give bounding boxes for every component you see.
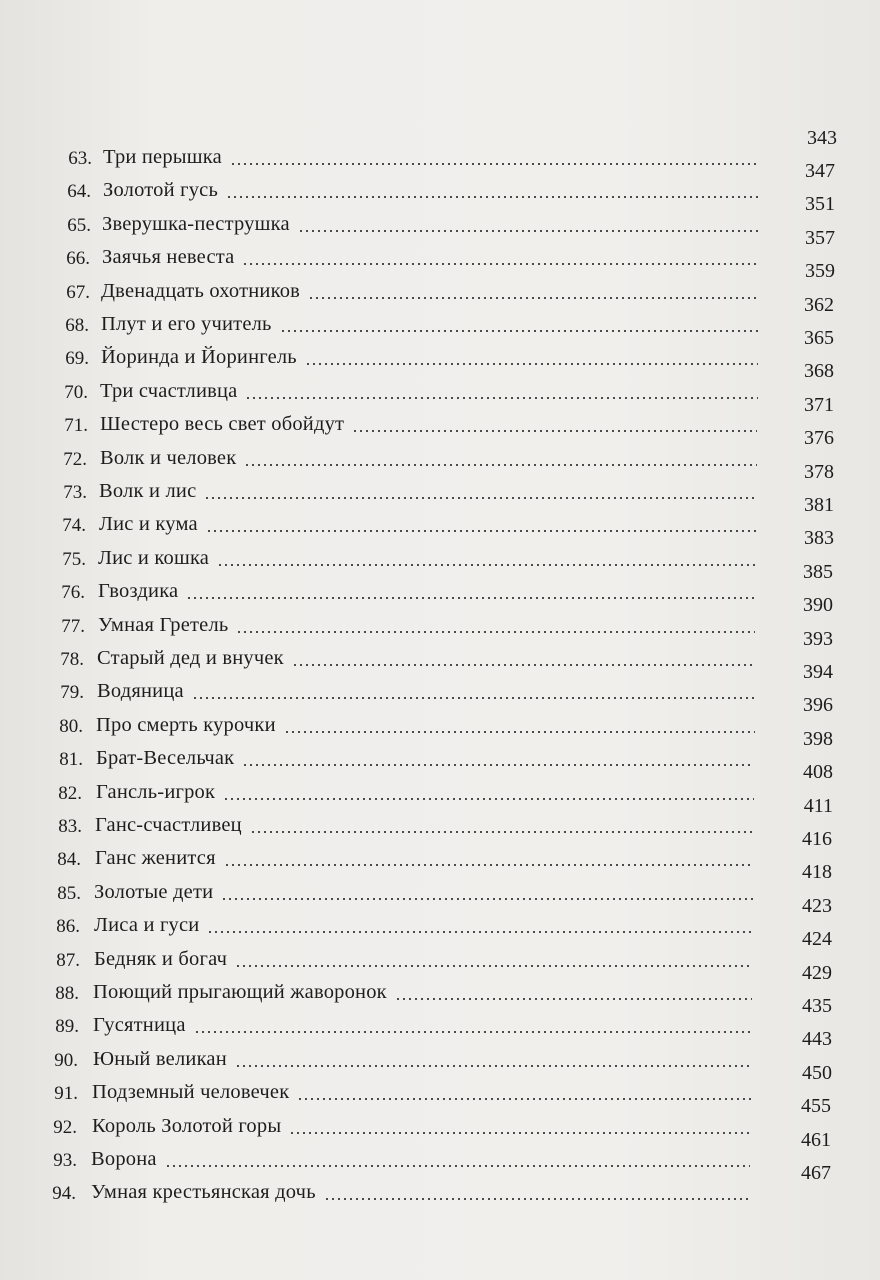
dot-leader [292, 664, 755, 666]
entry-number: 80. [59, 716, 83, 737]
toc-entry [0, 715, 880, 749]
entry-page-number: 368 [804, 360, 834, 382]
entry-number: 77. [61, 616, 85, 637]
entry-title: Три счастливца [100, 380, 238, 402]
entry-number: 71. [64, 415, 88, 436]
toc-entry [0, 748, 880, 782]
entry-page-number: 461 [801, 1129, 831, 1151]
entry-title: Король Золотой горы [92, 1115, 282, 1137]
entry-page-number: 362 [804, 294, 834, 316]
toc-entry [0, 381, 880, 415]
entry-title: Подземный человечек [92, 1081, 290, 1103]
entry-number: 82. [58, 783, 82, 804]
entry-number: 84. [57, 849, 81, 870]
dot-leader [352, 430, 757, 432]
toc-entry [0, 414, 880, 448]
entry-number: 74. [62, 515, 86, 536]
entry-title: Золотые дети [94, 881, 214, 903]
entry-page-number: 443 [802, 1028, 832, 1050]
entry-number: 91. [54, 1083, 78, 1104]
entry-title: Ворона [91, 1148, 157, 1170]
entry-page-number: 423 [802, 895, 832, 917]
entry-page-number: 435 [802, 995, 832, 1017]
entry-title: Старый дед и внучек [97, 647, 284, 669]
dot-leader [242, 764, 754, 766]
entry-title: Лис и кума [99, 513, 198, 535]
entry-page-number: 396 [803, 694, 833, 716]
toc-entry [0, 481, 880, 515]
entry-page-number: 416 [802, 828, 832, 850]
dot-leader [207, 931, 753, 933]
entry-number: 72. [63, 449, 87, 470]
entry-number: 93. [53, 1150, 77, 1171]
dot-leader [204, 497, 757, 499]
entry-page-number: 378 [804, 461, 834, 483]
entry-number: 79. [60, 682, 84, 703]
entry-title: Гвоздика [98, 580, 179, 602]
entry-page-number: 381 [804, 494, 834, 516]
dot-leader [297, 1098, 751, 1100]
entry-number: 89. [55, 1016, 79, 1037]
entry-title: Ганс-счастливец [95, 814, 242, 836]
entry-number: 70. [64, 382, 88, 403]
entry-number: 87. [56, 950, 80, 971]
entry-title: Про смерть курочки [96, 714, 276, 736]
dot-leader [395, 998, 752, 1000]
dot-leader [244, 464, 757, 466]
entry-number: 90. [54, 1050, 78, 1071]
entry-title: Умная крестьянская дочь [91, 1181, 316, 1203]
dot-leader [298, 230, 759, 232]
toc-entry [0, 281, 880, 315]
entry-page-number: 359 [805, 260, 835, 282]
toc-entry [0, 448, 880, 482]
entry-page-number: 450 [802, 1062, 832, 1084]
entry-title: Заячья невеста [102, 246, 235, 268]
dot-leader [250, 831, 754, 833]
dot-leader [221, 898, 753, 900]
dot-leader [242, 263, 759, 265]
toc-entry [0, 815, 880, 849]
toc-entry [0, 147, 880, 181]
dot-leader [194, 1031, 752, 1033]
entry-number: 85. [57, 883, 81, 904]
entry-number: 64. [67, 181, 91, 202]
entry-number: 66. [66, 248, 90, 269]
entry-title: Гусятница [93, 1014, 186, 1036]
dot-leader [305, 363, 758, 365]
entry-page-number: 347 [805, 160, 835, 182]
toc-entry [0, 882, 880, 916]
toc-entry [0, 982, 880, 1016]
dot-leader [192, 697, 755, 699]
entry-page-number: 467 [801, 1162, 831, 1184]
entry-number: 92. [53, 1117, 77, 1138]
dot-leader [186, 597, 756, 599]
entry-title: Лис и кошка [98, 547, 210, 569]
entry-number: 67. [66, 282, 90, 303]
entry-number: 63. [68, 148, 92, 169]
dot-leader [165, 1165, 750, 1167]
toc-entry [0, 347, 880, 381]
entry-number: 68. [65, 315, 89, 336]
dot-leader [206, 530, 756, 532]
entry-page-number: 351 [805, 193, 835, 215]
toc-entry [0, 214, 880, 248]
toc-entry [0, 782, 880, 816]
entry-title: Брат-Весельчак [96, 747, 235, 769]
entry-number: 88. [55, 983, 79, 1004]
toc-entry [0, 581, 880, 615]
dot-leader [324, 1198, 750, 1200]
toc-entry [0, 1015, 880, 1049]
entry-title: Волк и лис [99, 480, 197, 502]
entry-title: Лиса и гуси [94, 914, 200, 936]
toc-entry [0, 915, 880, 949]
entry-number: 65. [67, 215, 91, 236]
entry-title: Йоринда и Йорингель [101, 346, 297, 368]
dot-leader [235, 965, 752, 967]
dot-leader [236, 631, 755, 633]
toc-entry [0, 615, 880, 649]
entry-page-number: 376 [804, 427, 834, 449]
entry-number: 73. [63, 482, 87, 503]
entry-page-number: 398 [803, 728, 833, 750]
dot-leader [235, 1065, 751, 1067]
dot-leader [230, 163, 760, 165]
entry-page-number: 394 [803, 661, 833, 683]
dot-leader [223, 798, 754, 800]
entry-page-number: 390 [803, 594, 833, 616]
entry-number: 75. [62, 549, 86, 570]
entry-number: 78. [60, 649, 84, 670]
entry-number: 94. [52, 1183, 76, 1204]
toc-entry [0, 1182, 880, 1216]
toc-entry [0, 514, 880, 548]
entry-title: Двенадцать охотников [101, 280, 301, 302]
toc-entry [0, 1149, 880, 1183]
dot-leader [308, 297, 759, 299]
entry-page-number: 455 [801, 1095, 831, 1117]
entry-page-number: 357 [805, 227, 835, 249]
entry-number: 83. [58, 816, 82, 837]
entry-page-number: 383 [804, 527, 834, 549]
dot-leader [224, 864, 753, 866]
toc-entry [0, 949, 880, 983]
entry-number: 69. [65, 348, 89, 369]
entry-page-number: 408 [803, 761, 833, 783]
toc-entry [0, 848, 880, 882]
entry-title: Золотой гусь [103, 179, 218, 201]
entry-page-number: 393 [803, 628, 833, 650]
toc-entry [0, 548, 880, 582]
toc-entry [0, 1049, 880, 1083]
dot-leader [280, 330, 758, 332]
entry-page-number: 429 [802, 962, 832, 984]
dot-leader [245, 397, 758, 399]
entry-title: Плут и его учитель [101, 313, 272, 335]
entry-number: 76. [61, 582, 85, 603]
entry-page-number: 371 [804, 394, 834, 416]
toc-entry [0, 1116, 880, 1150]
entry-title: Поющий прыгающий жаворонок [93, 981, 387, 1003]
entry-title: Зверушка-пеструшка [102, 213, 290, 235]
entry-page-number: 385 [803, 561, 833, 583]
dot-leader [289, 1132, 751, 1134]
entry-number: 81. [59, 749, 83, 770]
entry-title: Ганс женится [95, 847, 216, 869]
dot-leader [217, 564, 756, 566]
entry-title: Волк и человек [100, 447, 237, 469]
toc-entry [0, 247, 880, 281]
toc-entry [0, 180, 880, 214]
entry-number: 86. [56, 916, 80, 937]
entry-page-number: 418 [802, 861, 832, 883]
entry-page-number: 424 [802, 928, 832, 950]
toc-entry [0, 681, 880, 715]
entry-page-number: 365 [804, 327, 834, 349]
toc-entry [0, 1082, 880, 1116]
toc-entry [0, 648, 880, 682]
dot-leader [226, 196, 760, 198]
entry-title: Гансль-игрок [96, 781, 216, 803]
toc-entry [0, 314, 880, 348]
dot-leader [284, 731, 755, 733]
entry-title: Юный великан [93, 1048, 227, 1070]
entry-title: Водяница [97, 680, 184, 702]
entry-title: Три перышка [103, 146, 222, 168]
top-page-number: 343 [807, 127, 837, 149]
entry-page-number: 411 [803, 795, 833, 817]
entry-title: Умная Гретель [98, 614, 229, 636]
entry-title: Бедняк и богач [94, 948, 228, 970]
entry-title: Шестеро весь свет обойдут [100, 413, 345, 435]
